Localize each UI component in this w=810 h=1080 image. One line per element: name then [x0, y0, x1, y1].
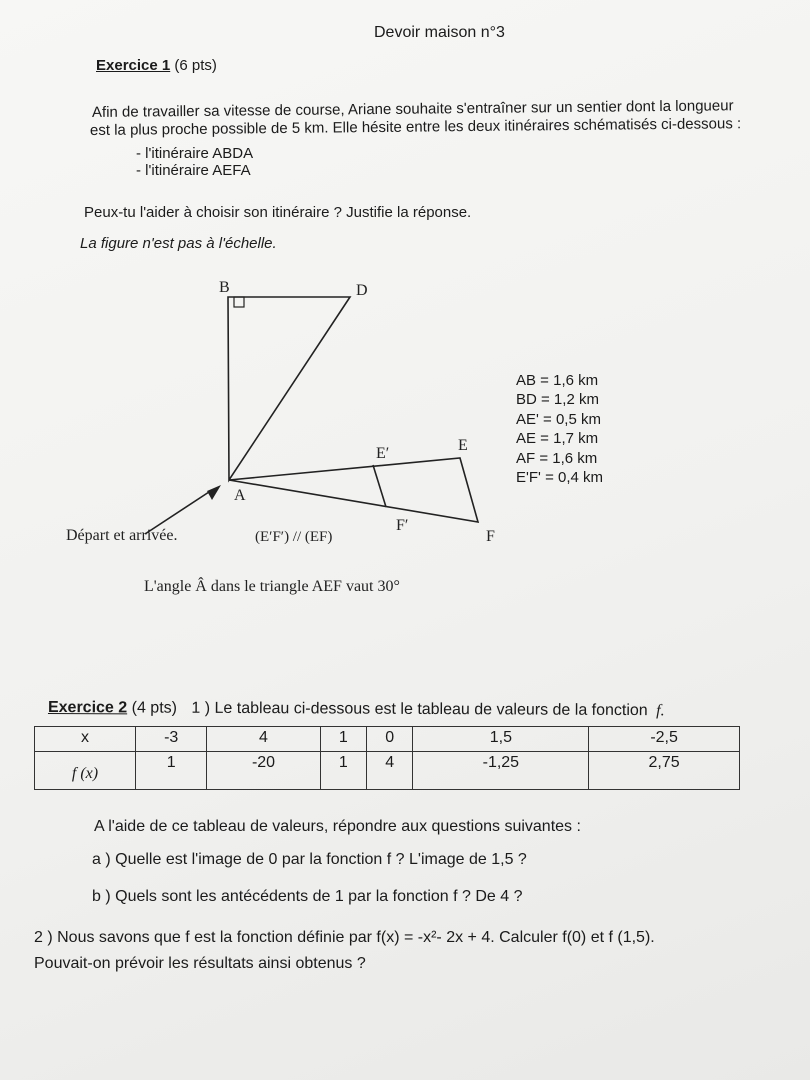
point-label-b: B	[219, 279, 230, 296]
table-cell-x: -3	[136, 727, 207, 752]
measure-bd: BD = 1,2 km	[516, 391, 599, 409]
table-header-x: x	[35, 727, 136, 752]
point-label-d: D	[356, 282, 368, 299]
start-arrow-head	[207, 485, 221, 500]
point-label-f: F	[486, 528, 495, 545]
parallel-label: (E′F′) // (EF)	[255, 529, 333, 545]
exercise-1-label: Exercice 1	[96, 57, 171, 74]
table-cell-fx: 4	[367, 752, 413, 790]
point-label-e: E	[458, 437, 468, 454]
table-cell-x: -2,5	[589, 727, 740, 752]
table-cell-x: 4	[207, 727, 320, 752]
values-table	[34, 726, 740, 790]
measure-e-prime-f-prime: E'F' = 0,4 km	[516, 469, 604, 487]
measure-ab: AB = 1,6 km	[516, 372, 599, 389]
route-option-abda: - l'itinéraire ABDA	[136, 145, 254, 162]
start-label: Départ et arrivée.	[66, 527, 178, 544]
question-2-line-1: 2 ) Nous savons que f est la fonction définie par f(x) = -x²- 2x + 4. Calculer f(0) et f (1,5).	[34, 929, 655, 946]
point-label-f-prime: F′	[396, 517, 409, 534]
table-cell-fx: -1,25	[413, 752, 589, 790]
table-cell-fx: 1	[136, 752, 207, 790]
exercise-1-points: (6 pts)	[174, 57, 217, 74]
exercise-1-intro-line-1: Afin de travailler sa vitesse de course, Ariane souhaite s'entraîner sur un sentier dont la longueur	[91, 97, 734, 121]
exercise-2-question-1: 1 ) Le tableau ci-dessous est le tableau de valeurs de la fonction	[191, 699, 648, 720]
measures-list	[516, 371, 603, 487]
exercise-2-heading	[48, 699, 665, 720]
table-cell-fx: -20	[207, 752, 320, 790]
angle-note: L'angle Â dans le triangle AEF vaut 30°	[144, 578, 400, 595]
exercise-1-question: Peux-tu l'aider à choisir son itinéraire ? Justifie la réponse.	[84, 204, 472, 221]
point-label-a: A	[234, 487, 246, 504]
route-option-aefa: - l'itinéraire AEFA	[136, 162, 251, 179]
table-row-x	[35, 727, 740, 752]
measure-af: AF = 1,6 km	[516, 449, 598, 467]
page-title: Devoir maison n°3	[374, 24, 505, 41]
triangle-abd	[228, 297, 350, 480]
exercise-2-instructions: A l'aide de ce tableau de valeurs, répondre aux questions suivantes :	[94, 818, 581, 835]
measure-ae: AE = 1,7 km	[516, 430, 599, 448]
triangle-aef	[229, 458, 478, 522]
table-cell-fx: 1	[320, 752, 366, 790]
table-header-fx: f (x)	[35, 752, 136, 790]
table-cell-x: 0	[367, 727, 413, 752]
table-cell-x: 1	[320, 727, 366, 752]
exercise-1-intro-line-2: est la plus proche possible de 5 km. Elle hésite entre les deux itinéraires schématisés ci-dessous :	[89, 115, 742, 139]
right-angle-marker	[234, 297, 244, 307]
exercise-2-label: Exercice 2	[47, 699, 128, 717]
point-label-e-prime: E′	[376, 445, 390, 462]
table-cell-x: 1,5	[413, 727, 589, 752]
figure-scale-note: La figure n'est pas à l'échelle.	[80, 235, 277, 252]
question-b: b ) Quels sont les antécédents de 1 par la fonction f ? De 4 ?	[92, 888, 523, 905]
segment-e-prime-f-prime	[373, 465, 386, 507]
question-a: a ) Quelle est l'image de 0 par la fonction f ? L'image de 1,5 ?	[92, 851, 527, 868]
exercise-2-points: (4 pts)	[131, 699, 178, 717]
table-row-fx	[35, 752, 740, 790]
measure-ae-prime: AE' = 0,5 km	[516, 410, 601, 428]
function-symbol: f.	[656, 702, 665, 720]
question-2-line-2: Pouvait-on prévoir les résultats ainsi obtenus ?	[34, 955, 366, 972]
table-cell-fx: 2,75	[589, 752, 740, 790]
